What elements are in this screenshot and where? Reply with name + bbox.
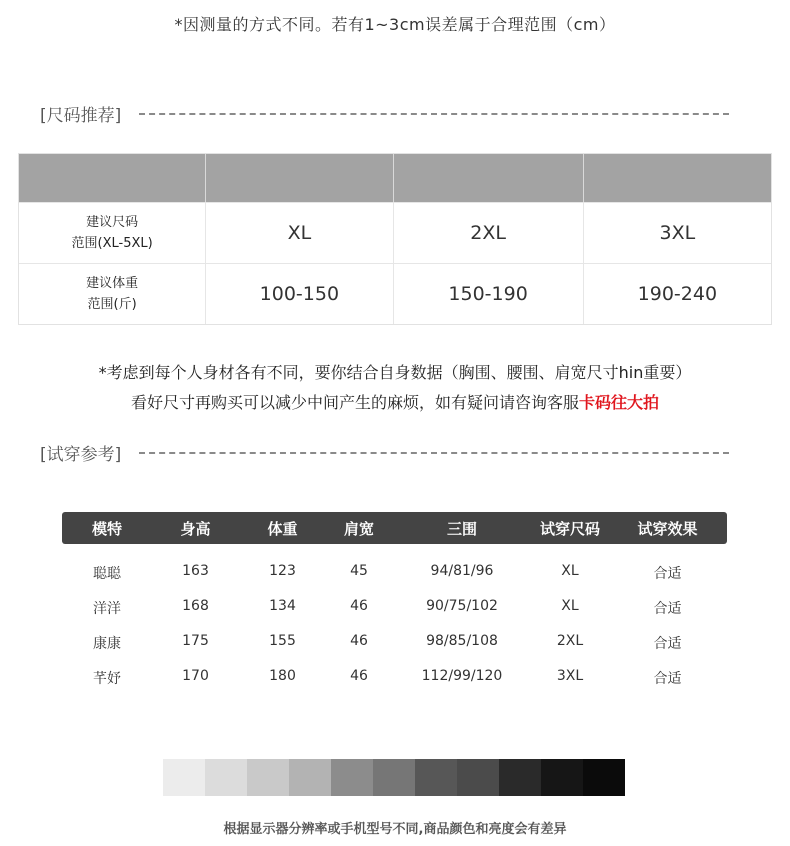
weight-cell: 155 [269,633,296,649]
row-label-line2: 范围(XL-5XL) [71,236,153,251]
column-header: 肩宽 [343,519,374,538]
measurements-cell: 112/99/120 [421,668,503,684]
header-cell [394,154,584,202]
fit-cell: 合适 [653,671,682,687]
color-swatch [373,759,415,796]
notes-line2 [0,388,790,418]
size-table [18,153,772,325]
color-swatch [499,759,541,796]
size-recommend-title: [尺码推荐] [40,106,122,126]
model-name: 洋洋 [93,601,121,617]
size-value: XL [206,203,393,263]
size-cell: 2XL [556,633,584,649]
size-cell: XL [561,598,579,614]
color-swatch [163,759,205,796]
color-swatch [541,759,583,796]
header-cell [206,154,393,202]
row-label [19,203,206,263]
height-cell: 170 [182,668,209,684]
color-swatch-strip [163,759,625,796]
notes-line2-text: 看好尺寸再购买可以减少中间产生的麻烦，如有疑问请咨询客服 [130,393,579,412]
row-label-line1: 建议尺码 [86,215,139,230]
header-cell [584,154,771,202]
heading-divider [139,452,729,454]
color-swatch [415,759,457,796]
sizing-notes [0,358,790,418]
column-header: 体重 [267,519,298,538]
size-cell: 3XL [556,668,584,684]
row-label-line2: 范围(斤) [87,297,137,312]
try-table-header [62,512,727,544]
size-table-header [19,154,771,202]
model-name: 聪聪 [93,566,121,582]
shoulder-cell: 46 [350,633,368,649]
weight-value: 190-240 [637,283,718,305]
model-name: 康康 [93,636,121,652]
shoulder-cell: 46 [350,598,368,614]
height-cell: 163 [182,563,209,579]
fit-cell: 合适 [653,636,682,652]
row-label-line1: 建议体重 [86,276,139,291]
try-on-title: [试穿参考] [40,445,122,465]
table-row [62,633,727,653]
try-on-heading [40,440,729,465]
notes-highlight: 卡码往大拍 [579,393,660,412]
measurement-note: *因测量的方式不同。若有1~3cm误差属于合理范围（cm） [174,15,616,34]
color-swatch [289,759,331,796]
model-name: 芊妤 [93,671,121,687]
height-cell: 175 [182,633,209,649]
size-row-recommend [19,202,771,263]
fit-cell: 合适 [653,601,682,617]
display-disclaimer: 根据显示器分辨率或手机型号不同,商品颜色和亮度会有差异 [223,822,567,837]
measurements-cell: 98/85/108 [426,633,498,649]
header-cell [19,154,206,202]
column-header: 试穿尺码 [539,519,600,538]
column-header: 试穿效果 [637,519,698,538]
table-row [62,563,727,583]
size-recommend-heading [40,101,729,126]
color-swatch [205,759,247,796]
measurements-cell: 90/75/102 [426,598,498,614]
table-row [62,598,727,618]
heading-divider [139,113,729,115]
table-row [62,668,727,688]
color-swatch [247,759,289,796]
shoulder-cell: 46 [350,668,368,684]
color-swatch [583,759,625,796]
size-value: 3XL [659,222,696,244]
column-header: 身高 [180,519,211,538]
size-value: 2XL [394,203,584,263]
column-header: 模特 [91,519,122,538]
height-cell: 168 [182,598,209,614]
column-header: 三围 [446,519,477,538]
weight-value: 100-150 [206,264,393,324]
size-cell: XL [561,563,579,579]
color-swatch [331,759,373,796]
weight-value: 150-190 [394,264,584,324]
weight-cell: 180 [269,668,296,684]
row-label [19,264,206,324]
notes-line1: *考虑到每个人身材各有不同，要你结合自身数据（胸围、腰围、肩宽尺寸hin重要） [98,363,692,382]
fit-cell: 合适 [653,566,682,582]
weight-cell: 123 [269,563,296,579]
weight-cell: 134 [269,598,296,614]
size-row-weight [19,263,771,324]
shoulder-cell: 45 [350,563,368,579]
measurements-cell: 94/81/96 [430,563,494,579]
color-swatch [457,759,499,796]
